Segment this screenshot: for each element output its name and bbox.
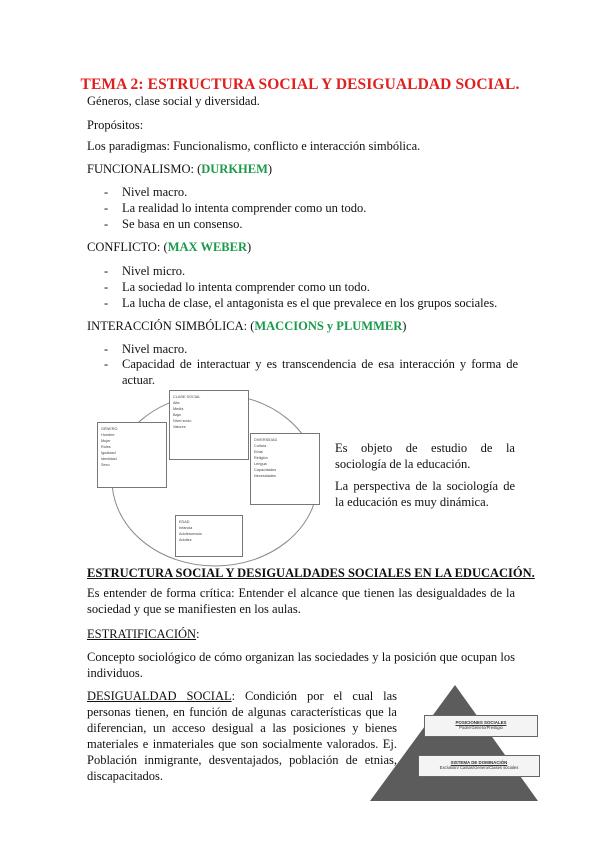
diagram-box-text: Valores	[173, 425, 186, 429]
diagram-box-text: Necesidades	[254, 474, 276, 478]
list-item	[104, 201, 366, 216]
purposes-label: Propósitos:	[87, 118, 144, 132]
list-item	[104, 342, 187, 357]
diagram-box-text: Alta	[173, 401, 180, 405]
diagram-box-text: EDAD	[179, 520, 190, 524]
bullet-text: Se basa en un consenso.	[122, 217, 243, 231]
bullet-dash: -	[104, 342, 109, 356]
bullet-dash: -	[104, 296, 109, 310]
list-item	[104, 356, 518, 388]
list-item	[104, 185, 187, 200]
stratification-label: ESTRATIFICACIÓN	[87, 627, 197, 641]
pyramid-box-domination	[418, 755, 540, 777]
pyramid-box-text: Poder/Género/Prestigio	[459, 725, 503, 730]
pyramid-box-title: SISTEMA DE DOMINACIÓN	[450, 760, 508, 765]
bullet-text: Nivel macro.	[122, 342, 188, 356]
diagram-box-text: Infancia	[179, 526, 193, 530]
bullet-text: La sociedad lo intenta comprender como un todo.	[122, 280, 370, 294]
diagram-box-text: Nivel socio	[173, 419, 192, 423]
bullet-text: Capacidad de interactuar y es transcendencia de esa interacción y forma de actuar.	[122, 357, 518, 387]
interaction-author: MACCIONS y PLUMMER	[254, 319, 403, 333]
bullet-dash: -	[104, 185, 109, 199]
side-paragraph-1: Es objeto de estudio de la sociología de la educación.	[335, 441, 515, 471]
diagram-box-text: Media	[173, 407, 184, 411]
interaction-close: )	[402, 319, 407, 333]
diagram-box-text: Baja	[173, 413, 181, 417]
stratification-heading	[87, 627, 200, 642]
diagram-box-right	[250, 433, 320, 505]
diagram-box-text: Igualdad	[101, 451, 116, 455]
stratification-paragraph: Concepto sociológico de cómo organizan las sociedades y la posición que ocupan los individuos.	[87, 650, 515, 680]
section-heading: ESTRUCTURA SOCIAL Y DESIGUALDADES SOCIALES EN LA EDUCACIÓN.	[87, 566, 535, 580]
diagram-box-text: CLASE SOCIAL	[173, 395, 201, 399]
functionalism-heading	[87, 162, 272, 177]
pyramid-box-title: POSICIONES SOCIALES	[455, 720, 507, 725]
functionalism-author: DURKHEM	[201, 162, 268, 176]
diagram-box-bottom	[175, 515, 243, 557]
interaction-heading	[87, 319, 406, 334]
list-item	[104, 280, 370, 295]
diagram-box-text: DIVERSIDAD	[254, 438, 278, 442]
page-title: TEMA 2: ESTRUCTURA SOCIAL Y DESIGUALDAD SOCIAL.	[80, 76, 520, 93]
diagram-box-text: GÉNERO	[101, 427, 118, 431]
interaction-label: INTERACCIÓN SIMBÓLICA: (	[87, 319, 255, 333]
bullet-dash: -	[104, 264, 109, 278]
stratification-pyramid	[340, 683, 540, 803]
list-item	[104, 264, 185, 279]
functionalism-label: FUNCIONALISMO: (	[87, 162, 202, 176]
subtitle: Géneros, clase social y diversidad.	[87, 94, 260, 108]
conflict-label: CONFLICTO: (	[87, 240, 168, 254]
inequality-text: : Condición por el cual las personas tienen, en función de algunas características que la diferencian, un acceso desigual a las posiciones y bienes materiales e inmateriales que son socialmente valorados. Ej. Población inmigrante, desventajados, población de etnias, discapacitados.	[87, 689, 397, 783]
list-item	[104, 296, 497, 311]
diagram-box-text: Identidad	[101, 457, 117, 461]
diagram-box-text: Mujer	[101, 439, 111, 443]
functionalism-close: )	[267, 162, 273, 176]
paradigms-line: Los paradigmas: Funcionalismo, conflicto e interacción simbólica.	[87, 139, 421, 153]
inequality-label: DESIGUALDAD SOCIAL	[87, 689, 232, 703]
pyramid-box-text: Exclusión/ Castas/Género/Clases sociales	[439, 765, 519, 770]
diagram-box-text: Cultura	[254, 444, 267, 448]
conflict-author: MAX WEBER	[167, 240, 247, 254]
diagram-box-text: Adolescencia	[179, 532, 202, 536]
bullet-dash: -	[104, 201, 109, 215]
bullet-text: La realidad lo intenta comprender como un todo.	[122, 201, 367, 215]
side-paragraph-2: La perspectiva de la sociología de la educación es muy dinámica.	[335, 479, 515, 509]
conflict-close: )	[246, 240, 252, 254]
diagram-box-text: Etnia	[254, 450, 263, 454]
bullet-text: Nivel micro.	[122, 264, 186, 278]
diagram-box-top	[169, 390, 249, 460]
bullet-dash: -	[104, 217, 109, 231]
bullet-dash: -	[104, 357, 109, 371]
bullet-text: La lucha de clase, el antagonista es el que prevalece en los grupos sociales.	[122, 296, 498, 310]
pyramid-shape	[340, 683, 540, 803]
bullet-text: Nivel macro.	[122, 185, 188, 199]
list-item	[104, 217, 242, 232]
pyramid-box-positions	[424, 715, 538, 737]
diagram-box-text: Capacidades	[254, 468, 277, 472]
bullet-dash: -	[104, 280, 109, 294]
diagram-box-text: Roles	[101, 445, 111, 449]
critical-paragraph: Es entender de forma crítica: Entender el alcance que tienen las desigualdades de la sociedad y que se manifiesten en los aulas.	[87, 586, 515, 616]
diagram-box-text: Adultez	[179, 538, 192, 542]
stratification-colon: :	[196, 627, 200, 641]
diagram-box-text: Religión	[254, 456, 268, 460]
diagram-box-text: Hombre	[101, 433, 115, 437]
diagram-box-text: Lengua	[254, 462, 267, 466]
diagram-box-text: Sexo	[101, 463, 110, 467]
diagram-box-left	[97, 422, 167, 488]
conflict-heading	[87, 240, 251, 255]
social-factors-diagram	[95, 385, 330, 570]
